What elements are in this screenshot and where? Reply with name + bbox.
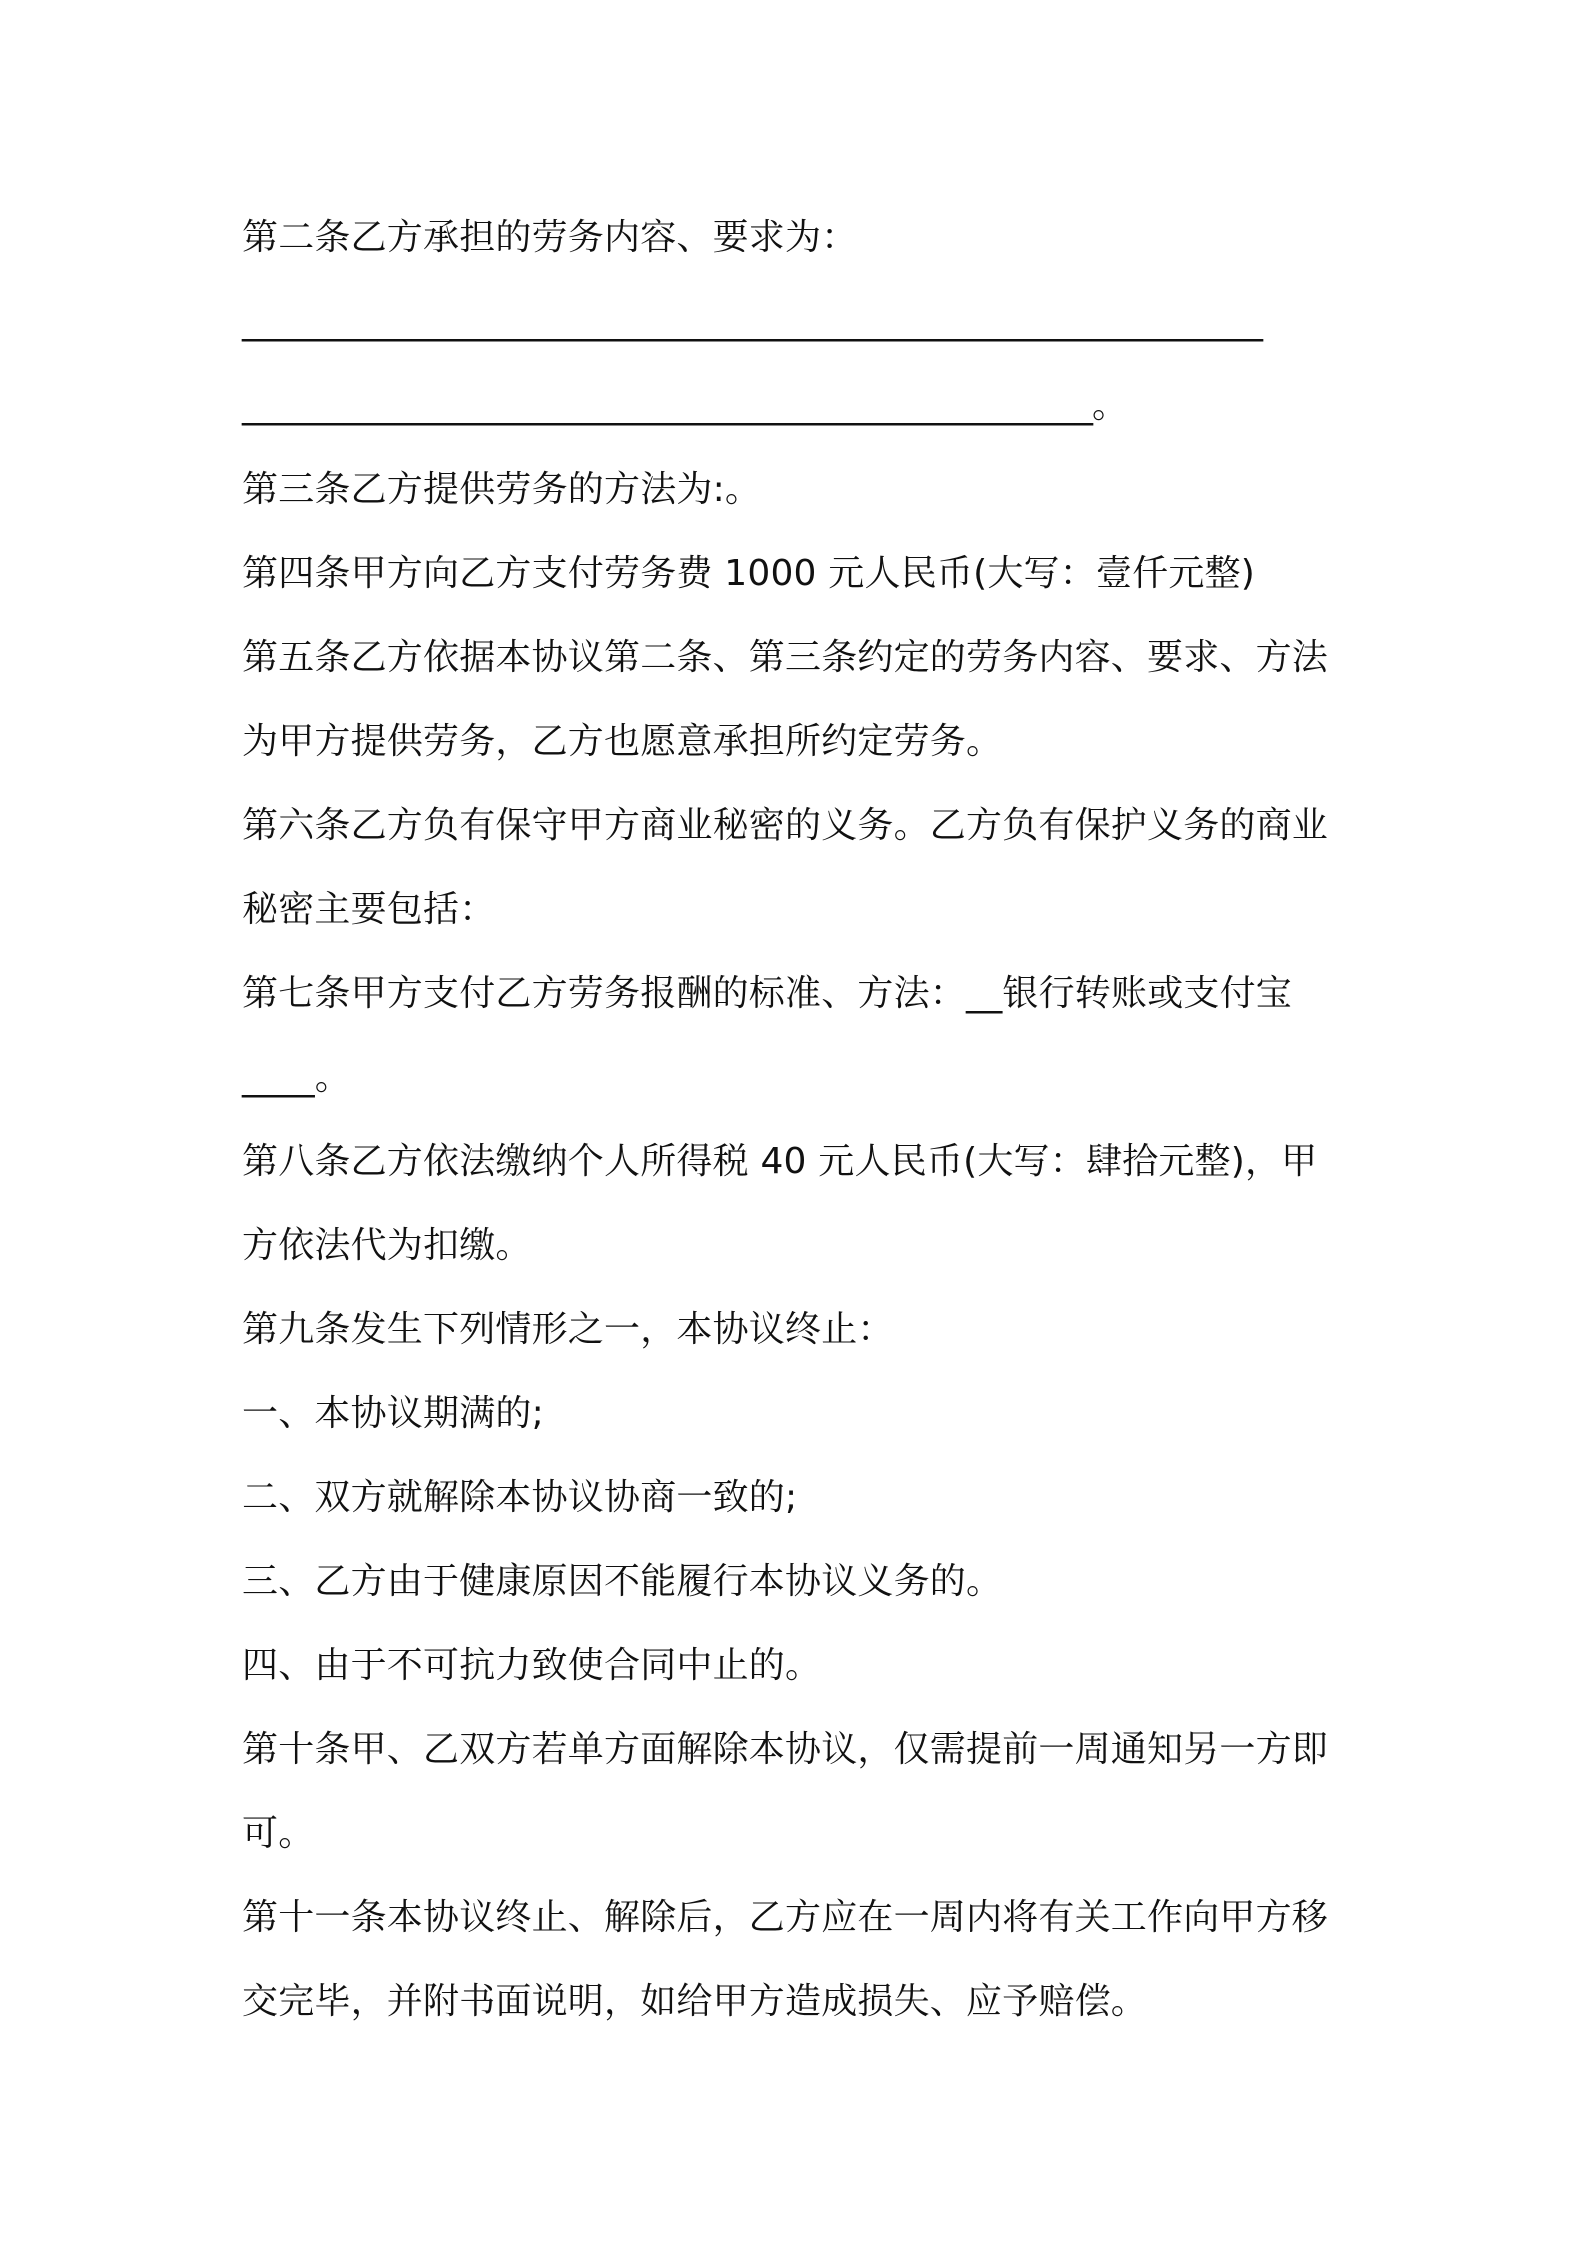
clause-8-line-1: 第八条乙方依法缴纳个人所得税 40 元人民币(大写：肆拾元整)，甲 — [242, 1141, 1318, 1182]
clause-4: 第四条甲方向乙方支付劳务费 1000 元人民币(大写：壹仟元整) — [242, 553, 1255, 594]
clause-7-line-2: ____。 — [242, 1057, 351, 1098]
clause-11-line-2: 交完毕，并附书面说明，如给甲方造成损失、应予赔偿。 — [242, 1981, 1148, 2022]
clause-2-blank-line-2: __________________________________________________。 — [242, 385, 1127, 426]
clause-6-line-1: 第六条乙方负有保守甲方商业秘密的义务。乙方负有保护义务的商业 — [242, 805, 1329, 846]
clause-11-line-1: 第十一条本协议终止、解除后，乙方应在一周内将有关工作向甲方移 — [242, 1897, 1329, 1938]
clause-9-item-3: 三、乙方由于健康原因不能履行本协议义务的。 — [242, 1561, 1003, 1602]
clause-3: 第三条乙方提供劳务的方法为:。 — [242, 469, 762, 510]
clause-10-line-1: 第十条甲、乙双方若单方面解除本协议，仅需提前一周通知另一方即 — [242, 1729, 1329, 1770]
clause-8-line-2: 方依法代为扣缴。 — [242, 1225, 532, 1266]
clause-2-blank-line-1: ____________________________________________________________ — [242, 301, 1262, 342]
clause-6-line-2: 秘密主要包括： — [242, 889, 496, 930]
clause-10-line-2: 可。 — [242, 1813, 315, 1854]
clause-2-heading: 第二条乙方承担的劳务内容、要求为： — [242, 217, 858, 258]
clause-5-line-1: 第五条乙方依据本协议第二条、第三条约定的劳务内容、要求、方法 — [242, 637, 1329, 678]
clause-9-item-1: 一、本协议期满的; — [242, 1393, 544, 1434]
clause-5-line-2: 为甲方提供劳务，乙方也愿意承担所约定劳务。 — [242, 721, 1003, 762]
clause-9-heading: 第九条发生下列情形之一，本协议终止： — [242, 1309, 894, 1350]
clause-7-line-1: 第七条甲方支付乙方劳务报酬的标准、方法：__银行转账或支付宝 — [242, 973, 1293, 1014]
clause-9-item-2: 二、双方就解除本协议协商一致的; — [242, 1477, 798, 1518]
document-body — [242, 196, 1362, 2044]
clause-9-item-4: 四、由于不可抗力致使合同中止的。 — [242, 1645, 822, 1686]
